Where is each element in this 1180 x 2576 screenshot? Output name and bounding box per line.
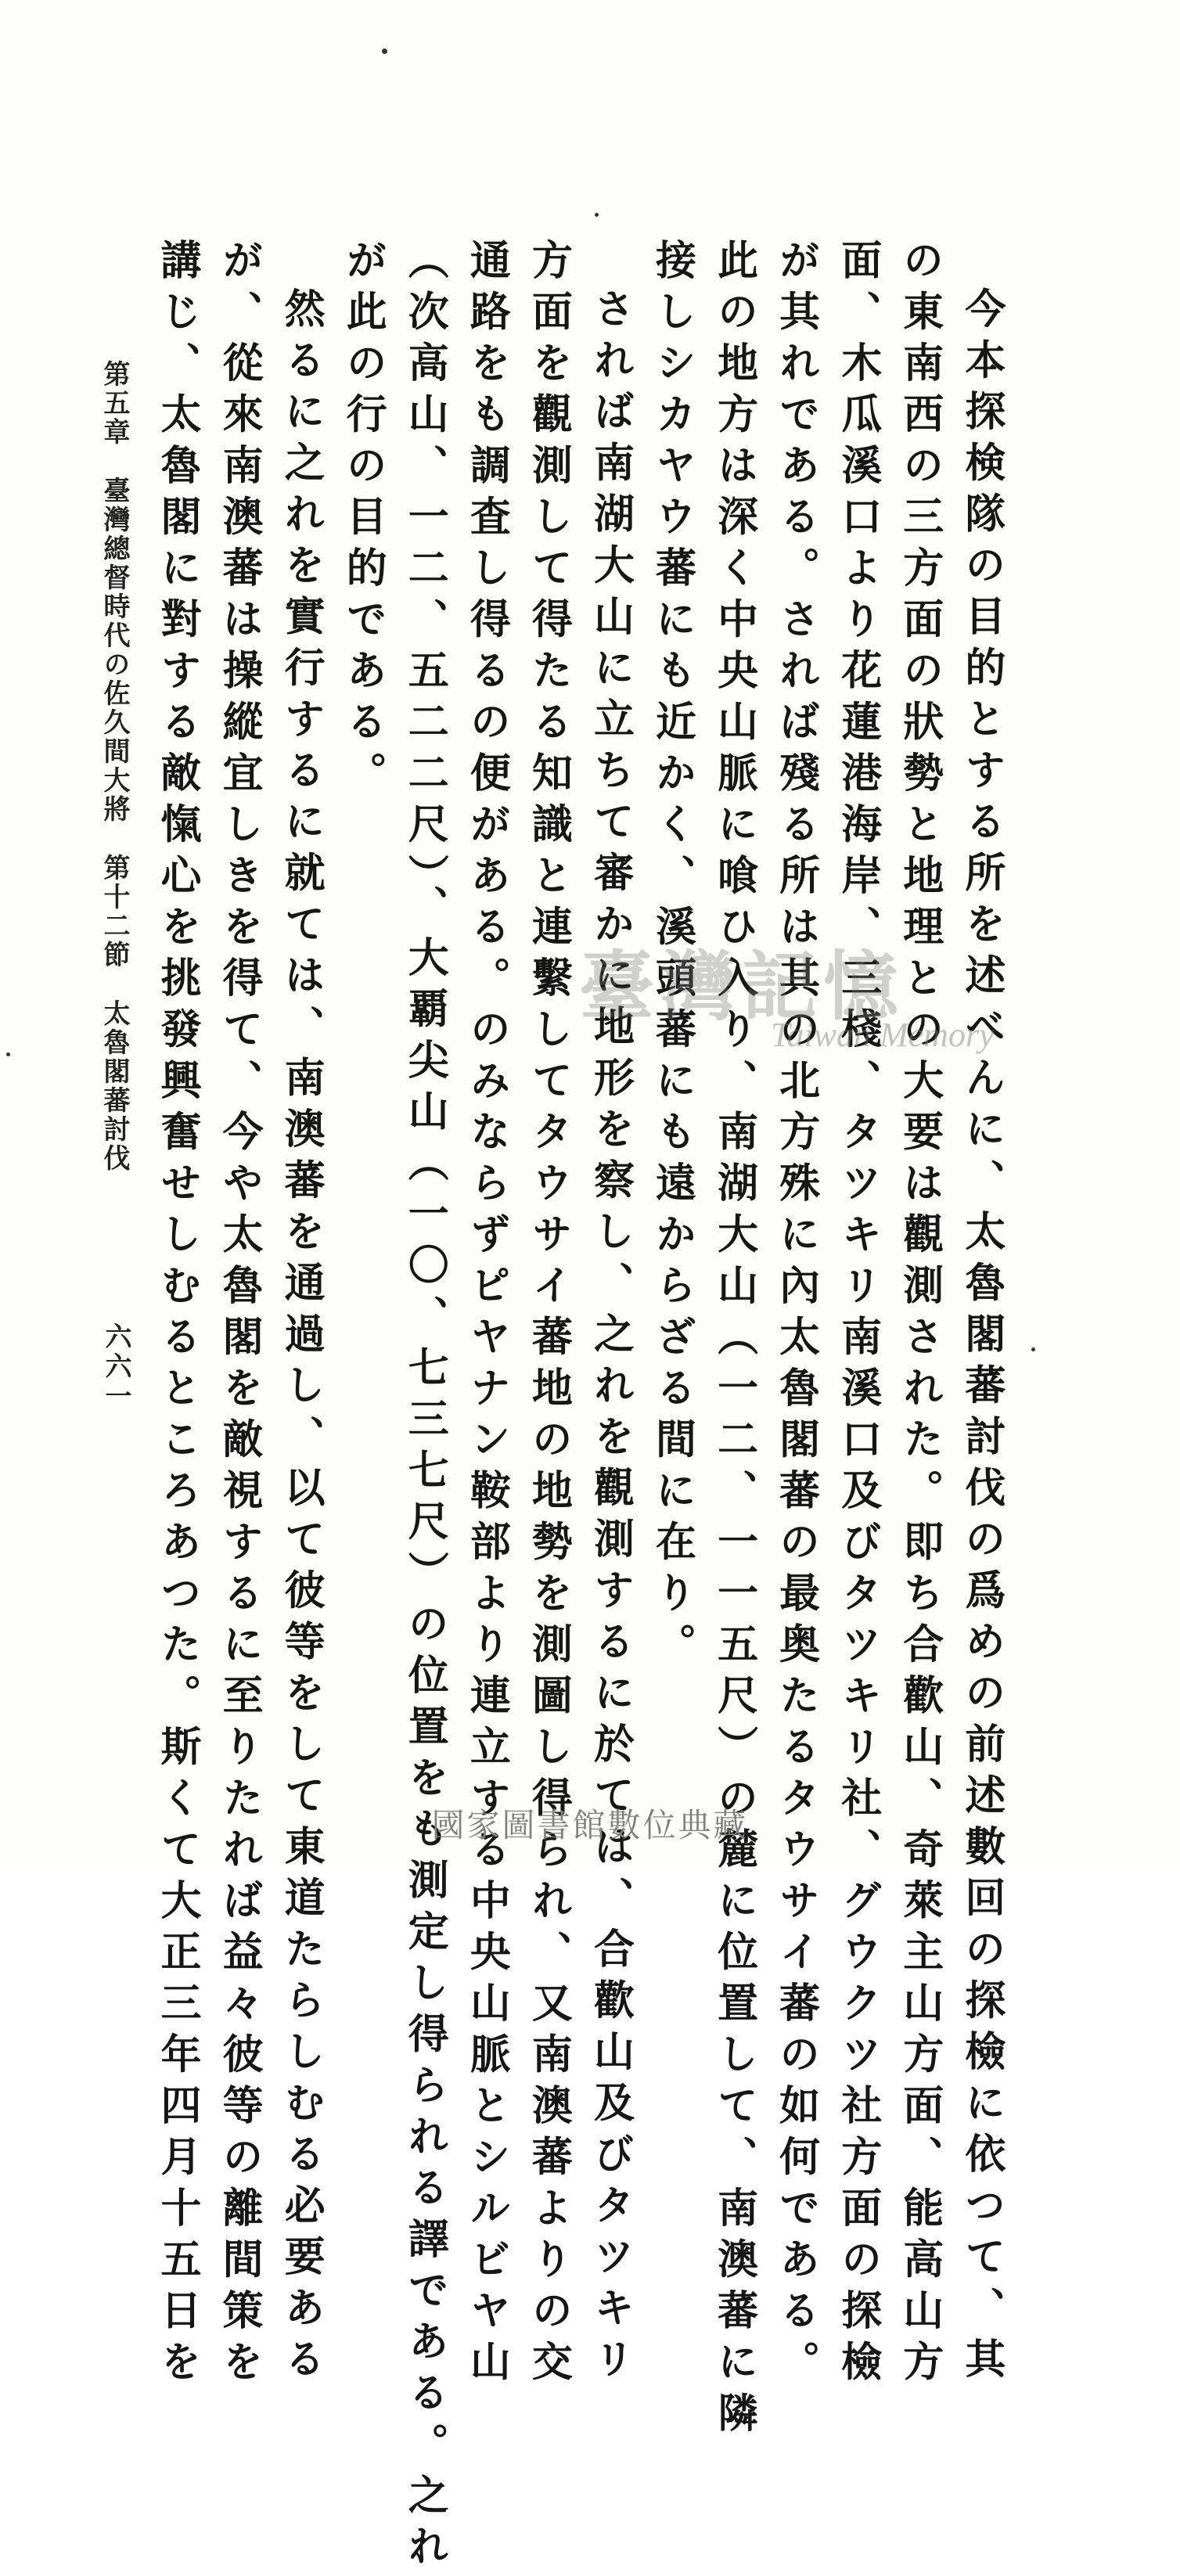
text-column-10: （次高山、一二、五二二尺）、大覇尖山（一〇、七三七尺）の位置をも測定し得られる譯である。之れ xyxy=(401,239,449,2576)
section-subject: 太魯閣蕃討伐 xyxy=(99,999,130,1173)
text-column-11: が此の行の目的である。 xyxy=(339,239,387,803)
scan-speck xyxy=(382,49,387,54)
text-column-2: の東南西の三方面の狀勢と地理との大要は觀測された。即ち合歡山、奇萊主山方面、能高山方 xyxy=(895,239,944,2391)
chapter-label: 第五章 xyxy=(99,360,130,447)
page-number: 六六一 xyxy=(100,1322,131,1412)
text-column-12: 然るに之れを實行するに就ては、南澳蕃を通過し、以て彼等をして東道たらしむる必要ある xyxy=(277,287,326,2389)
running-header xyxy=(95,360,134,1173)
text-column-8: 方面を觀測して得たる知識と連繫してタウサイ蕃地の地勢を測圖し得られ、又南澳蕃よりの交 xyxy=(524,239,573,2391)
scan-speck xyxy=(6,1052,10,1056)
watermark-sub-text: Taiwan Memory xyxy=(771,1016,995,1054)
footer-credit: 國家圖書館數位典藏 xyxy=(431,1806,749,1844)
scan-speck xyxy=(595,213,599,217)
text-column-9: 通路をも調査し得るの便がある。のみならずピヤナン鞍部より連立する中央山脈とシルビヤ山 xyxy=(462,239,511,2391)
text-column-1: 今本探検隊の目的とする所を述べんに、太魯閣蕃討伐の爲めの前述數回の探檢に依つて、其 xyxy=(957,287,1006,2389)
text-column-5: 此の地方は深く中央山脈に喰ひ入り、南湖大山（一二、一一五尺）の麓に位置して、南澳蕃に隣 xyxy=(710,239,758,2443)
text-column-13: が、從來南澳蕃は操縱宜しきを得て、今や太魯閣を敵視するに至りたれば益々彼等の離間策を xyxy=(215,239,264,2391)
text-column-14: 講じ、太魯閣に對する敵愾心を挑發興奮せしむるところあつた。斯くて大正三年四月十五日を xyxy=(153,239,201,2391)
section-label: 第十二節 xyxy=(99,854,130,970)
text-column-4: が其れである。されば殘る所は其の北方殊に內太魯閣蕃の最奥たるタウサイ蕃の如何である。 xyxy=(772,239,820,2391)
watermark-main-text: 臺灣記憶 xyxy=(579,942,905,1031)
book-title: 臺灣總督時代の佐久間大將 xyxy=(99,477,130,824)
text-column-7: されば南湖大山に立ちて審かに地形を察し、之れを觀測するに於ては、合歡山及びタツキリ xyxy=(586,287,635,2389)
text-column-3: 面、木瓜溪口より花蓮港海岸、三棧、タツキリ南溪口及びタツキリ社、グウクツ社方面の探檢 xyxy=(833,239,882,2391)
text-column-6: 接しシカヤウ蕃にも近かく、溪頭蕃にも遠からざる間に在り。 xyxy=(648,239,696,1674)
scan-speck xyxy=(1031,1347,1035,1351)
